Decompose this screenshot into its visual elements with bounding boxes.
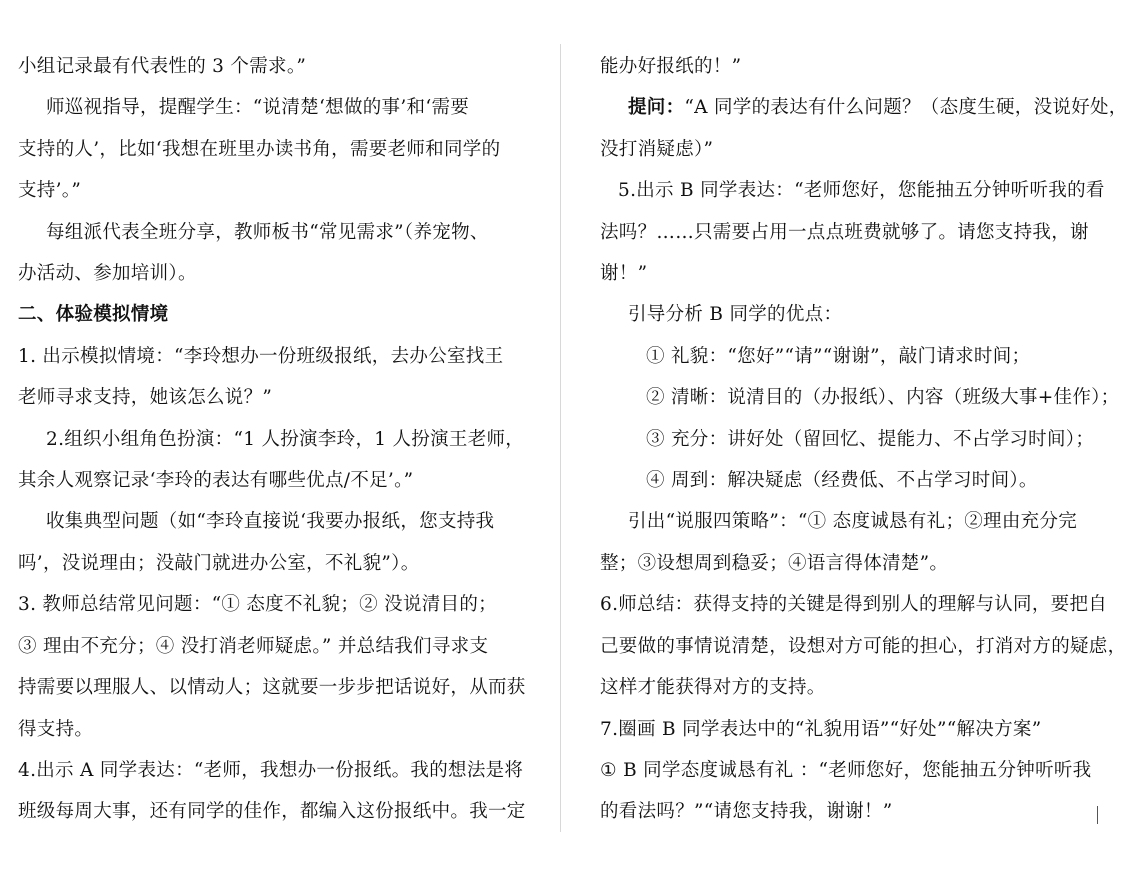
left-line-16: 持需要以理服人、以情动人；这就要一步步把话说好，从而获 bbox=[18, 677, 526, 699]
left-line-15: ③ 理由不充分；④ 没打消老师疑虑。” 并总结我们寻求支 bbox=[18, 635, 489, 657]
left-line-13: 吗’，没说理由；没敲门就进办公室，不礼貌”）。 bbox=[18, 552, 420, 574]
right-line-16: 这样才能获得对方的支持。 bbox=[600, 677, 826, 699]
left-line-9: 老师寻求支持，她该怎么说？” bbox=[18, 387, 273, 409]
left-line-17: 得支持。 bbox=[18, 718, 94, 740]
left-line-3: 支持的人’，比如‘我想在班里办读书角，需要老师和同学的 bbox=[18, 138, 501, 160]
right-line-1: 能办好报纸的！” bbox=[600, 56, 742, 77]
left-line-18: 4.出示 A 同学表达：“老师，我想办一份报纸。我的想法是将 bbox=[18, 759, 524, 781]
right-line-3: 没打消疑虑）” bbox=[600, 138, 714, 160]
left-line-14: 3. 教师总结常见问题：“① 态度不礼貌；② 没说清目的； bbox=[18, 594, 497, 616]
right-line-5: 法吗？……只需要占用一点点班费就够了。请您支持我，谢 bbox=[600, 221, 1089, 243]
left-line-1: 小组记录最有代表性的 3 个需求。” bbox=[18, 56, 307, 77]
section-heading: 二、体验模拟情境 bbox=[18, 304, 169, 326]
left-line-8: 1. 出示模拟情境：“李玲想办一份班级报纸，去办公室找王 bbox=[18, 345, 504, 367]
left-line-2: 师巡视指导，提醒学生：“说清楚‘想做的事’和‘需要 bbox=[46, 97, 470, 119]
left-line-5: 每组派代表全班分享，教师板书“常见需求”（养宠物、 bbox=[46, 221, 489, 243]
right-line-17: 7.圈画 B 同学表达中的“礼貌用语”“好处”“解决方案” bbox=[600, 718, 1042, 740]
right-line-11: ④ 周到：解决疑虑（经费低、不占学习时间）。 bbox=[646, 470, 1038, 492]
left-line-6: 办活动、参加培训）。 bbox=[18, 263, 197, 285]
right-column bbox=[600, 46, 1128, 833]
right-line-19: 的看法吗？”“请您支持我，谢谢！” bbox=[600, 801, 893, 823]
right-line-7: 引导分析 B 同学的优点： bbox=[628, 304, 843, 326]
right-line-2 bbox=[600, 87, 1128, 128]
right-line-13: 整；③设想周到稳妥；④语言得体清楚”。 bbox=[600, 552, 949, 574]
left-column bbox=[18, 46, 526, 833]
right-line-14: 6.师总结：获得支持的关键是得到别人的理解与认同，要把自 bbox=[600, 594, 1108, 616]
question-label: 提问： bbox=[628, 97, 685, 119]
right-line-10: ③ 充分：讲好处（留回忆、提能力、不占学习时间）； bbox=[646, 428, 1095, 450]
left-line-19: 班级每周大事，还有同学的佳作，都编入这份报纸中。我一定 bbox=[18, 801, 526, 823]
right-line-6: 谢！” bbox=[600, 263, 648, 285]
left-line-12: 收集典型问题（如“李玲直接说‘我要办报纸，您支持我 bbox=[46, 511, 495, 533]
column-divider bbox=[560, 44, 561, 832]
left-line-11: 其余人观察记录‘李玲的表达有哪些优点/不足’。” bbox=[18, 470, 414, 492]
right-line-4: 5.出示 B 同学表达：“老师您好，您能抽五分钟听听我的看 bbox=[618, 180, 1105, 202]
right-line-8: ① 礼貌：“您好”“请”“谢谢”，敲门请求时间； bbox=[646, 345, 1031, 367]
right-line-9: ② 清晰：说清目的（办报纸）、内容（班级大事+佳作）； bbox=[646, 387, 1120, 409]
question-text: “A 同学的表达有什么问题？（态度生硬，没说好处， bbox=[684, 97, 1128, 119]
right-line-12: 引出“说服四策略”：“① 态度诚恳有礼；②理由充分完 bbox=[628, 511, 1078, 533]
left-line-10: 2.组织小组角色扮演：“1 人扮演李玲，1 人扮演王老师， bbox=[46, 428, 525, 450]
right-line-18: ① B 同学态度诚恳有礼 ：“老师您好，您能抽五分钟听听我 bbox=[600, 759, 1092, 781]
text-cursor bbox=[1097, 806, 1098, 824]
left-line-4: 支持’。” bbox=[18, 180, 82, 202]
right-line-15: 己要做的事情说清楚，设想对方可能的担心，打消对方的疑虑， bbox=[600, 635, 1127, 657]
